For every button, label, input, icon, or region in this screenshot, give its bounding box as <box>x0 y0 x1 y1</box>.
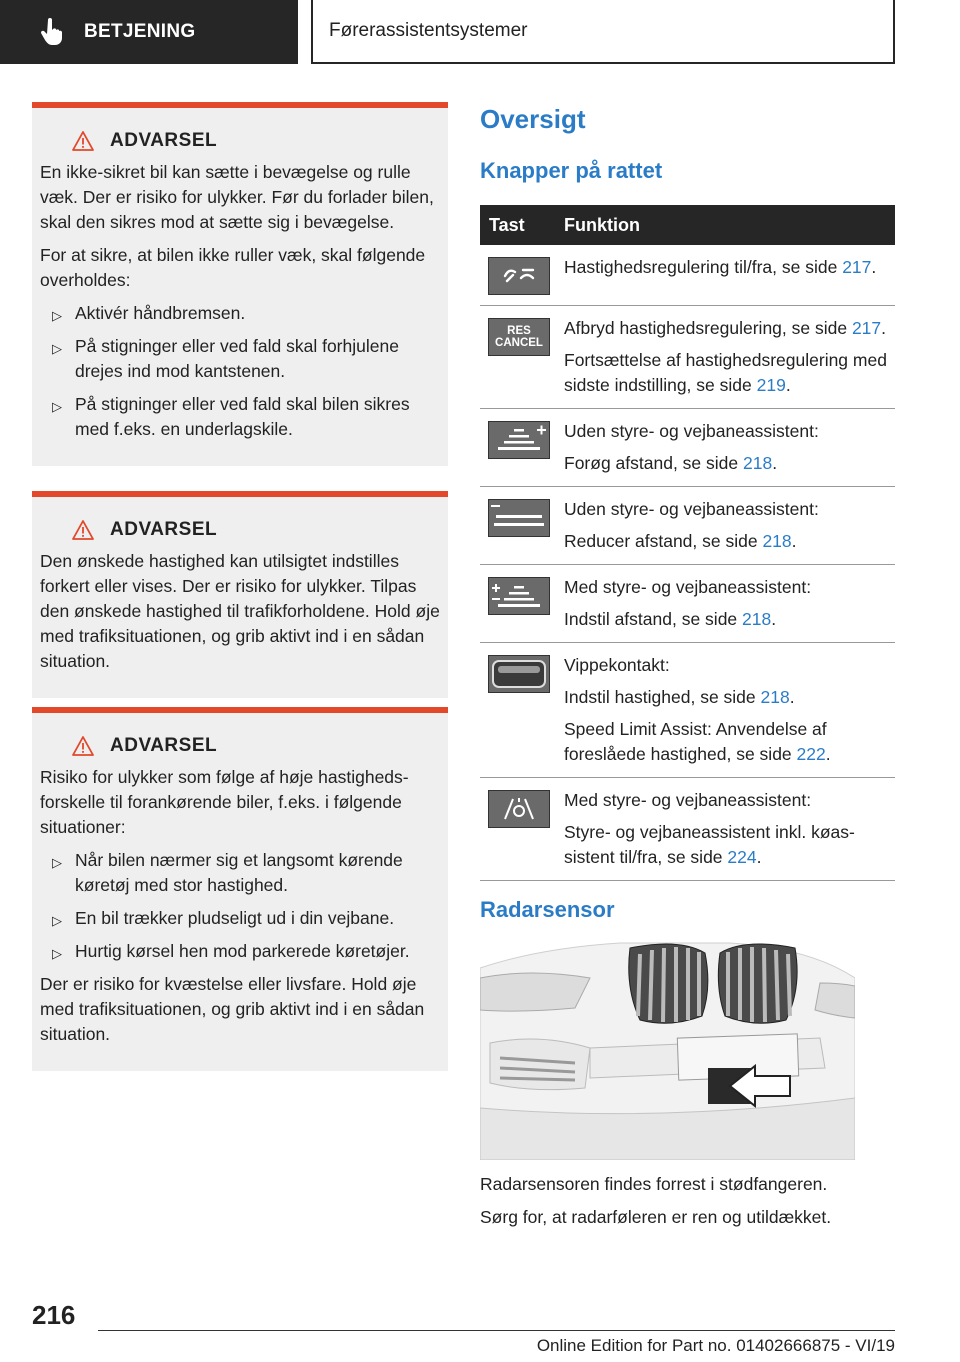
table-row <box>480 778 895 881</box>
warning-text: For at sikre, at bilen ikke ruller væk, skal følgende overholdes: <box>40 245 426 290</box>
section-subtitle: Knapper på rattet <box>480 158 663 183</box>
row-description: Reducer afstand, se side 218. <box>564 531 797 551</box>
kidney-grille-left <box>629 944 708 1023</box>
table-row <box>480 487 895 565</box>
radar-caption: Radarsensoren findes forrest i stødfangeren. <box>480 1174 828 1194</box>
column-header-key: Tast <box>489 214 525 235</box>
distance-adjust-icon <box>488 577 550 615</box>
page-link[interactable]: 224 <box>727 847 757 867</box>
row-description: Afbryd hastighedsregulering, se side 217. <box>564 318 887 338</box>
warning-label: ADVARSEL <box>110 519 218 540</box>
warning-triangle-icon <box>72 520 94 540</box>
row-description: Uden styre- og vejbaneassistent: <box>564 421 819 441</box>
warning-text: Den ønskede hastighed kan utilsigtet indstilles forkert eller vises. Der er risiko for ulykker. Tilpas den ønskede hastighed til trafikforholdene. Hold øje med trafiksituationen, og grib aktivt ind i en sådan situation. <box>40 551 440 671</box>
kidney-grille-right <box>718 944 797 1023</box>
warning-triangle-icon <box>72 131 94 151</box>
row-description: Fortsættelse af hastighedsregulering med sidste indstilling, se side 219. <box>564 350 887 395</box>
page-link[interactable]: 219 <box>756 375 786 395</box>
radar-sensor-photo <box>480 938 855 1160</box>
page-number: 216 <box>32 1300 76 1330</box>
rocker-switch-icon <box>488 655 550 693</box>
header-section-tab <box>0 0 298 64</box>
list-item: ▷ Hurtig kørsel hen mod parkerede køretøjer. <box>40 939 440 964</box>
distance-decrease-icon <box>488 499 550 537</box>
row-description: Indstil hastighed, se side 218. <box>564 687 795 707</box>
page-link[interactable]: 218 <box>762 531 792 551</box>
list-item: ▷ En bil trækker pludseligt ud i din vejbane. <box>40 906 440 931</box>
radar-caption: Sørg for, at radarføleren er ren og utildækket. <box>480 1207 832 1227</box>
footer-edition: Online Edition for Part no. 01402666875 - VI/19 <box>536 1336 895 1355</box>
page-link[interactable]: 218 <box>742 609 772 629</box>
warning-text: En ikke-sikret bil kan sætte i bevægelse og rulle væk. Der er risiko for ulykker. Før du forlader bilen, skal den sikres mod at sætte sig i bevægelse. <box>40 162 434 232</box>
button-table <box>480 205 895 881</box>
warning-list <box>40 301 440 442</box>
res-cancel-icon: RES CANCEL <box>488 318 550 356</box>
column-header-function: Funktion <box>564 214 640 235</box>
row-description: Vippekontakt: <box>564 655 670 675</box>
list-item: ▷ På stigninger eller ved fald skal forhjulene drejes ind mod kantstenen. <box>52 336 399 381</box>
page-link[interactable]: 217 <box>851 318 882 338</box>
page-link[interactable]: 218 <box>760 687 790 707</box>
table-row <box>480 643 895 778</box>
page-link[interactable]: 222 <box>796 744 826 764</box>
warning-list <box>40 848 440 964</box>
list-item: ▷ På stigninger eller ved fald skal bilen sikres med f.eks. en underlagskile. <box>52 394 410 439</box>
distance-increase-icon <box>488 421 550 459</box>
bullet-triangle-icon: ▷ <box>52 855 62 870</box>
row-description: Forøg afstand, se side 218. <box>564 453 778 473</box>
page-link[interactable]: 218 <box>742 453 773 473</box>
cruise-control-icon <box>488 257 550 295</box>
warning-box <box>32 102 448 466</box>
row-description: Indstil afstand, se side 218. <box>564 609 777 629</box>
warning-label: ADVARSEL <box>110 735 218 756</box>
bullet-triangle-icon: ▷ <box>52 946 62 961</box>
list-item: ▷ Aktivér håndbremsen. <box>40 301 440 326</box>
warning-box <box>32 707 448 1071</box>
bullet-triangle-icon: ▷ <box>52 913 62 928</box>
table-row <box>480 245 895 306</box>
row-description: Med styre- og vejbaneassistent: <box>564 790 812 810</box>
page-link[interactable]: 217 <box>842 257 872 277</box>
table-row <box>480 306 895 409</box>
warning-box <box>32 491 448 698</box>
row-description: Hastighedsregulering til/fra, se side 217. <box>564 257 877 277</box>
table-row <box>480 565 895 643</box>
row-description: Med styre- og vejbaneassistent: <box>564 577 812 597</box>
warning-triangle-icon <box>72 736 94 756</box>
hand-touch-icon <box>40 18 64 46</box>
table-header <box>480 205 895 245</box>
warning-text: Risiko for ulykker som følge af høje hastighedsforskelle til forankørende biler, f.eks. i følgende situationer: <box>40 767 409 837</box>
header-title: Førerassistentsystemer <box>329 20 528 41</box>
row-description: Styre- og vejbaneassistent inkl. køassistent til/fra, se side 224. <box>564 822 855 867</box>
list-item: ▷ Når bilen nærmer sig et langsomt kørende køretøj med stor hastighed. <box>52 850 403 895</box>
section-title: Oversigt <box>480 104 586 134</box>
steering-assist-icon <box>488 790 550 828</box>
footer-rule <box>98 1330 895 1331</box>
warning-label: ADVARSEL <box>110 130 218 151</box>
bullet-triangle-icon: ▷ <box>52 341 62 356</box>
table-row <box>480 409 895 487</box>
warning-text: Der er risiko for kvæstelse eller livsfare. Hold øje med trafiksituationen, og grib aktivt ind i en sådan situation. <box>40 974 425 1044</box>
bullet-triangle-icon: ▷ <box>52 308 62 323</box>
header-section-label: BETJENING <box>84 21 196 42</box>
radar-title: Radarsensor <box>480 897 615 922</box>
header-title-bar <box>311 0 895 64</box>
row-description: Speed Limit Assist: Anvendelse af foreslåede hastighed, se side 222. <box>564 719 831 764</box>
bullet-triangle-icon: ▷ <box>52 399 62 414</box>
row-description: Uden styre- og vejbaneassistent: <box>564 499 819 519</box>
